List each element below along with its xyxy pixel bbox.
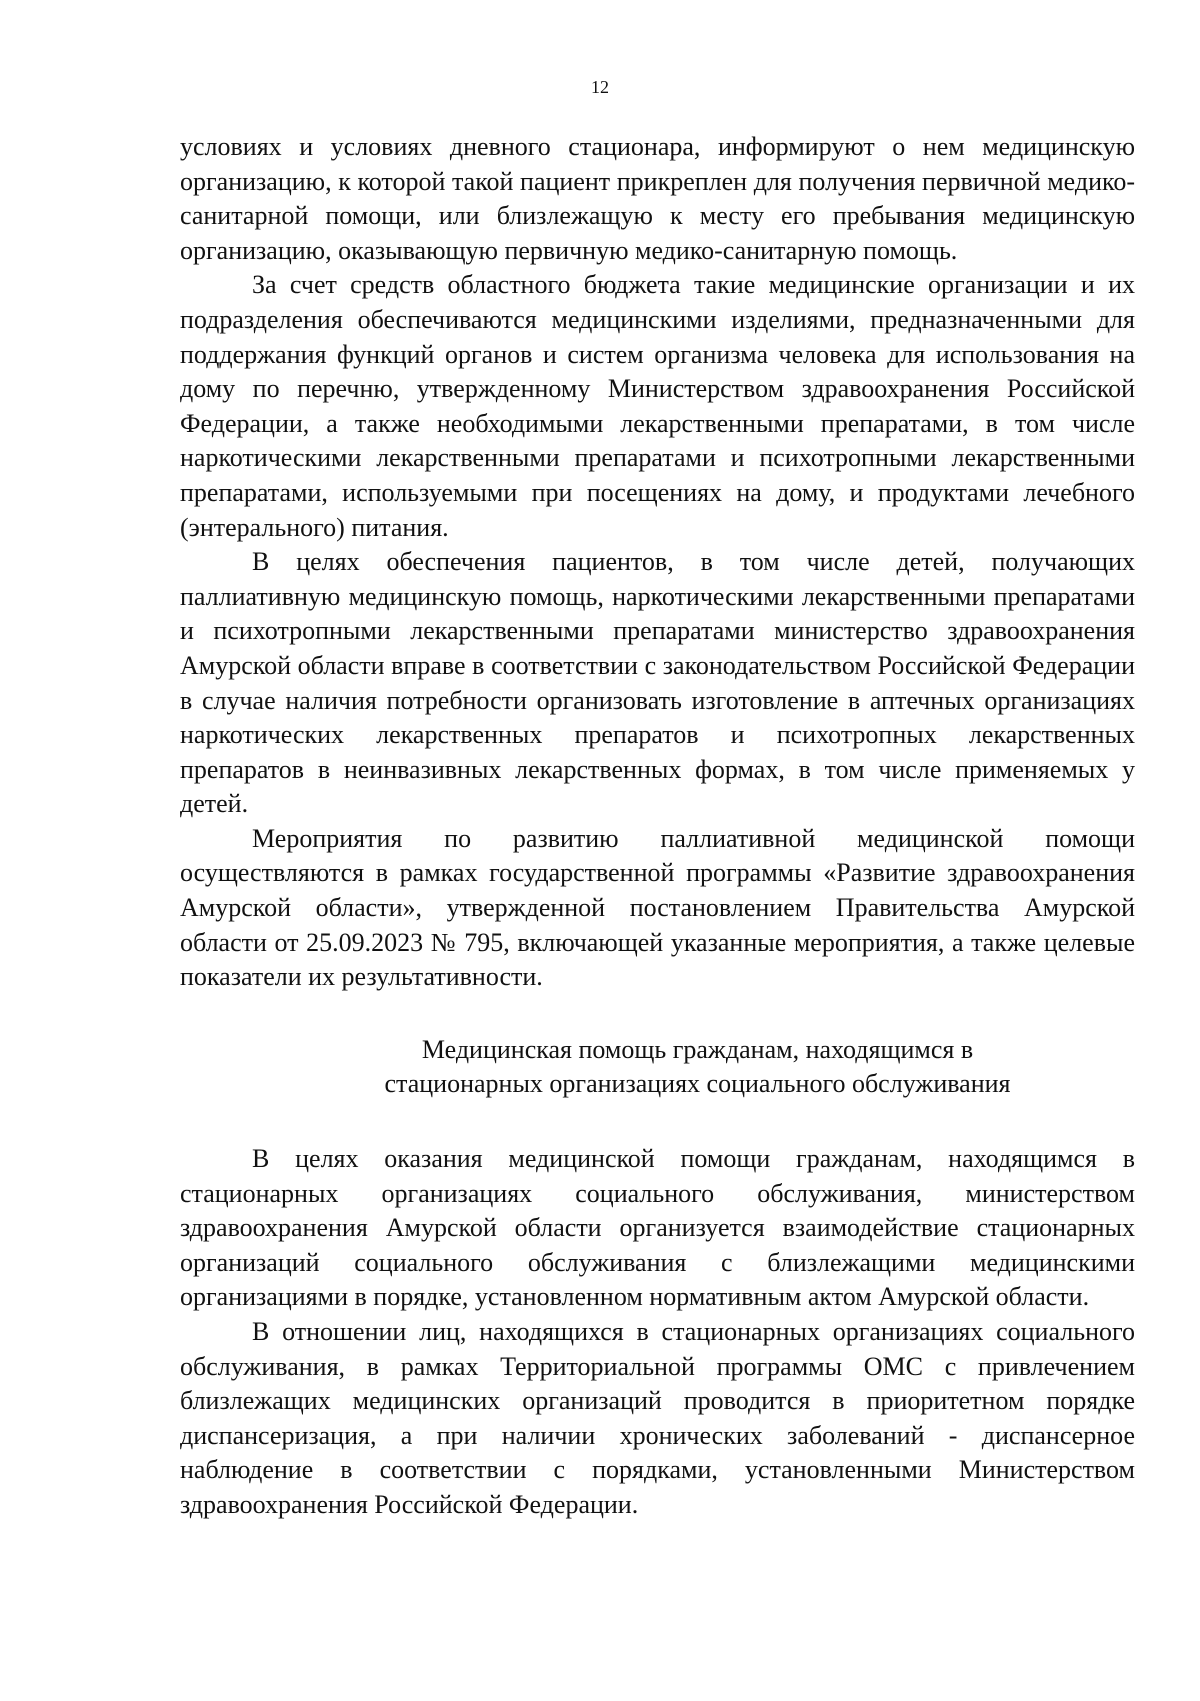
page-number: 12 [591, 77, 609, 97]
paragraph-dispensarization: В отношении лиц, находящихся в стационарных организациях социального обслуживания, в рамках Территориальной программы ОМС с привлечением близлежащих медицинских организаций проводится в приоритетном порядке диспансеризация, а при наличии хронических заболеваний - диспансерное наблюдение в соответствии с порядками, установленными Министерством здравоохранения Российской Федерации. [180, 1317, 1135, 1519]
section-heading [180, 1033, 1135, 1102]
paragraph-social-organizations: В целях оказания медицинской помощи гражданам, находящимся в стационарных организациях социального обслуживания, министерством здравоохранения Амурской области организуется взаимодействие стационарных организаций социального обслуживания с близлежащими медицинскими организациями в порядке, установленном нормативным актом Амурской области. [180, 1144, 1135, 1312]
paragraph-continuation: условиях и условиях дневного стационара, информируют о нем медицинскую организацию, к которой такой пациент прикреплен для получения первичной медико-санитарной помощи, или близлежащую к месту его пребывания медицинскую организацию, оказывающую первичную медико-санитарную помощь. [180, 132, 1135, 265]
document-body [180, 130, 1135, 1523]
section-heading-line-1: Медицинская помощь гражданам, находящимся в [421, 1034, 974, 1064]
paragraph-palliative-program: Мероприятия по развитию паллиативной медицинской помощи осуществляются в рамках государственной программы «Развитие здравоохранения Амурской области», утвержденной постановлением Правительства Амурской области от 25.09.2023 № 795, включающей указанные мероприятия, а также целевые показатели их результативности. [180, 823, 1135, 992]
section-heading-line-2: стационарных организациях социального обслуживания [384, 1069, 1011, 1099]
paragraph-narcotic-drugs: В целях обеспечения пациентов, в том числе детей, получающих паллиативную медицинскую помощь, наркотическими лекарственными препаратами и психотропными лекарственными препаратами министерство здравоохранения Амурской области вправе в соответствии с законодательством Российской Федерации в случае наличия потребности организовать изготовление в аптечных организациях наркотических лекарственных препаратов и психотропных лекарственных препаратов в неинвазивных лекарственных формах, в том числе применяемых у детей. [180, 547, 1135, 819]
paragraph-regional-budget: За счет средств областного бюджета такие медицинские организации и их подразделения обеспечиваются медицинскими изделиями, предназначенными для поддержания функций органов и систем организма человека для использования на дому по перечню, утвержденному Министерством здравоохранения Российской Федерации, а также необходимыми лекарственными препаратами, в том числе наркотическими лекарственными препаратами и психотропными лекарственными препаратами, используемыми при посещениях на дому, и продуктами лечебного (энтерального) питания. [180, 270, 1135, 542]
